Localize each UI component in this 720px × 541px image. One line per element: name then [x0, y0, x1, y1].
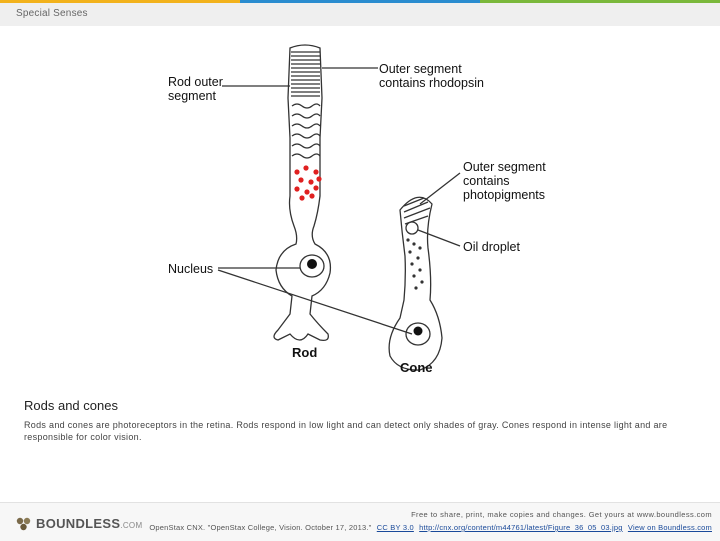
label-rod: Rod: [292, 345, 318, 360]
label-outer-segment-photopigments: Outer segment contains photopigments: [463, 160, 546, 202]
boundless-leaf-icon: [16, 517, 32, 531]
logo-name: BOUNDLESS: [36, 516, 121, 531]
view-on-boundless-link[interactable]: View on Boundless.com: [627, 523, 712, 532]
logo-text: [36, 516, 142, 531]
leader-oil-droplet: [418, 230, 460, 246]
label-outer-segment-rhodopsin: Outer segment contains rhodopsin: [379, 62, 484, 90]
license-link[interactable]: CC BY 3.0: [376, 523, 414, 532]
rod-disc-stripes: [291, 52, 320, 96]
caption-title: Rods and cones: [24, 398, 118, 413]
cone-oil-droplet-ring: [406, 222, 418, 234]
leader-nucleus-cone: [218, 270, 412, 334]
slide-header: [0, 3, 720, 26]
rod-cone-diagram: [150, 38, 570, 383]
cone-granules: [406, 238, 423, 289]
leader-photopigments: [420, 173, 460, 204]
attribution-text: OpenStax CNX. "OpenStax College, Vision. October 17, 2013.": [149, 523, 372, 532]
logo-suffix: .COM: [120, 521, 143, 530]
label-cone: Cone: [400, 360, 433, 375]
label-oil-droplet: Oil droplet: [463, 240, 520, 254]
footer: [0, 502, 720, 541]
rhodopsin-dots: [294, 165, 321, 200]
footer-attribution-line: [149, 523, 712, 532]
cone-nucleus: [414, 327, 423, 336]
rod-outline: [274, 45, 330, 340]
label-rod-outer-segment: Rod outer segment: [168, 75, 223, 103]
source-link[interactable]: http://cnx.org/content/m44761/latest/Figure_36_05_03.jpg: [419, 523, 623, 532]
boundless-logo[interactable]: [16, 516, 142, 531]
caption-text: Rods and cones are photoreceptors in the retina. Rods respond in low light and can detect only shades of gray. Cones respond in intense light and are responsible for color vision.: [24, 420, 668, 442]
rod-disc-loops: [292, 104, 320, 158]
slide-title: Special Senses: [16, 8, 88, 19]
rod-nucleus: [307, 259, 317, 269]
label-nucleus: Nucleus: [168, 262, 214, 276]
footer-share-notice: Free to share, print, make copies and changes. Get yours at www.boundless.com: [411, 510, 712, 519]
